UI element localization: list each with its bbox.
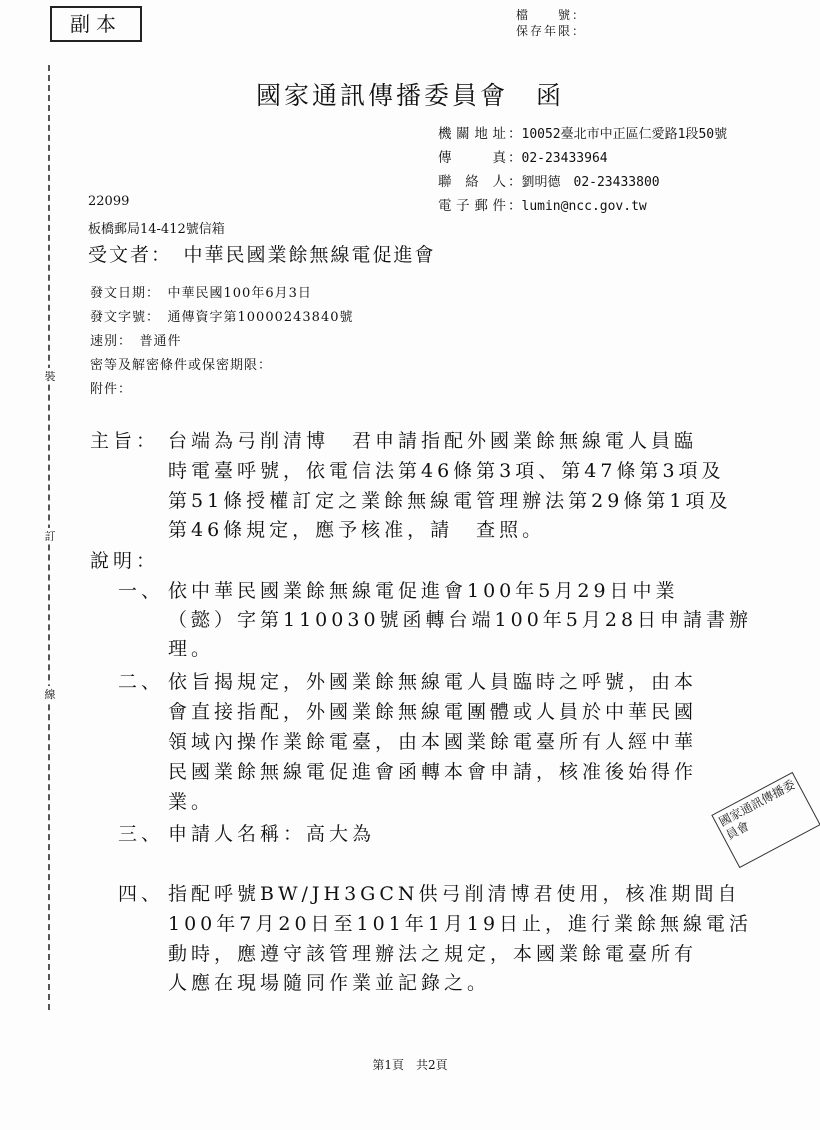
document-title: 國家通訊傳播委員會 函 [255, 81, 564, 110]
contact-address: 機關地址：10052臺北市中正區仁愛路1段50號 [438, 122, 727, 142]
attachments: 附件： [90, 382, 133, 397]
contact-value: 02-23433964 [521, 151, 608, 166]
file-number-label: 檔 號： [516, 8, 587, 22]
item-number: 二、 [118, 671, 165, 693]
contact-label: 機關地址 [438, 126, 508, 142]
contact-label: 電子郵件 [438, 198, 508, 214]
item-line: 領域內操作業餘電臺，由本國業餘電臺所有人經中華 [168, 731, 698, 753]
item-line: 會直接指配，外國業餘無線電團體或人員於中華民國 [168, 701, 698, 723]
contact-value: lumin@ncc.gov.tw [521, 199, 647, 214]
retention-period-label: 保存年限： [516, 24, 587, 38]
postal-code: 22099 [88, 194, 130, 209]
binding-char-line: 線 [44, 688, 56, 701]
issue-date: 發文日期： 中華民國100年6月3日 [90, 286, 312, 301]
subject-label: 主旨： [90, 430, 160, 452]
explanation-label: 說明： [90, 550, 160, 572]
subject-line: 第46條規定，應予核准，請 查照。 [168, 519, 546, 541]
binding-char-staple: 訂 [44, 530, 56, 543]
item-number: 一、 [118, 580, 165, 602]
confidentiality: 密等及解密條件或保密期限： [90, 358, 273, 373]
item-line: 動時，應遵守該管理辦法之規定，本國業餘電臺所有 [168, 943, 698, 965]
item-line: 依中華民國業餘無線電促進會100年5月29日中業 [168, 580, 679, 602]
mailbox: 板橋郵局14-412號信箱 [88, 222, 225, 237]
page-footer: 第1頁 共2頁 [372, 1058, 448, 1072]
binding-char-bind: 裝 [44, 370, 56, 383]
item-number: 四、 [118, 883, 165, 905]
recipient: 受文者： 中華民國業餘無線電促進會 [88, 244, 436, 266]
item-line: 依旨揭規定，外國業餘無線電人員臨時之呼號，由本 [168, 671, 698, 693]
contact-label: 傳 真 [438, 150, 508, 166]
contact-fax: 傳 真：02-23433964 [438, 146, 608, 166]
subject-line: 時電臺呼號，依電信法第46條第3項、第47條第3項及 [168, 460, 725, 482]
item-number: 三、 [118, 823, 165, 845]
contact-email: 電子郵件：lumin@ncc.gov.tw [438, 194, 647, 214]
item-line: 指配呼號BW/JH3GCN供弓削清博君使用，核准期間自 [168, 883, 741, 905]
document-number: 發文字號： 通傳資字第10000243840號 [90, 310, 354, 325]
item-line: （懿）字第110030號函轉台端100年5月28日申請書辦 [168, 609, 753, 631]
subject-line: 第51條授權訂定之業餘無線電管理辦法第29條第1項及 [168, 490, 732, 512]
delivery-speed: 速別： 普通件 [90, 334, 182, 349]
subject-line: 台端為弓削清博 君申請指配外國業餘無線電人員臨 [168, 430, 698, 452]
item-line: 業。 [168, 791, 215, 813]
contact-label: 聯 絡 人 [438, 174, 508, 190]
item-line: 申請人名稱：高大為 [168, 823, 376, 845]
item-line: 100年7月20日至101年1月19日止，進行業餘無線電活 [168, 913, 753, 935]
agency-seal: 國家通訊傳播委員會 [711, 772, 820, 868]
contact-value: 10052臺北市中正區仁愛路1段50號 [521, 127, 728, 142]
item-line: 人應在現場隨同作業並記錄之。 [168, 972, 491, 994]
item-line: 理。 [168, 638, 215, 660]
contact-person: 聯 絡 人：劉明德 02-23433800 [438, 170, 660, 190]
item-line: 民國業餘無線電促進會函轉本會申請，核准後始得作 [168, 761, 698, 783]
contact-value: 劉明德 02-23433800 [521, 175, 660, 190]
copy-stamp: 副本 [50, 6, 142, 42]
